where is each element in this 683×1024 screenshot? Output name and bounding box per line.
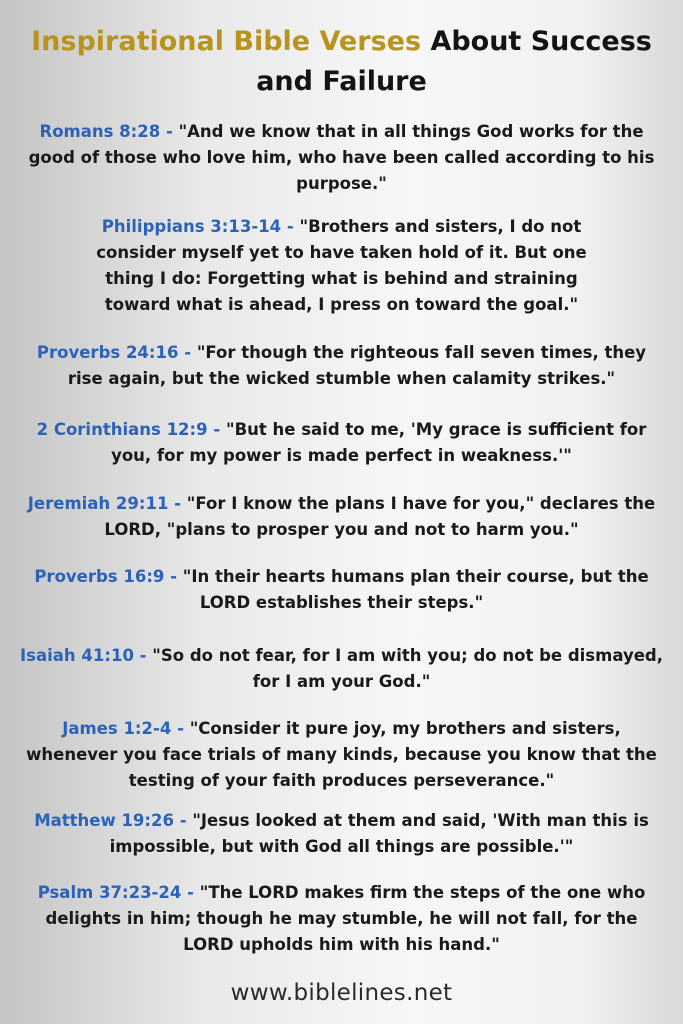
verse-proverbs-24 xyxy=(18,340,665,392)
verse-text: "Jesus looked at them and said, 'With man this is impossible, but with God all things are possible.'" xyxy=(109,811,649,856)
verse-ref: 2 Corinthians 12:9 - xyxy=(36,420,221,439)
verse-corinthians xyxy=(18,417,665,469)
verse-philippians xyxy=(18,214,665,318)
verse-text: "Brothers and sisters, I do not consider myself yet to have taken hold of it. But one thing I do: Forgetting what is behind and straining toward what is ahead, I press on toward the goal." xyxy=(96,217,587,314)
verse-ref: Isaiah 41:10 - xyxy=(20,646,147,665)
verse-ref: Proverbs 24:16 - xyxy=(36,343,192,362)
verse-text: "For though the righteous fall seven times, they rise again, but the wicked stumble when calamity strikes." xyxy=(67,343,647,388)
verse-ref: Matthew 19:26 - xyxy=(34,811,187,830)
verse-james xyxy=(18,716,665,794)
verse-ref: Proverbs 16:9 - xyxy=(34,567,178,586)
title-rest: About Success and Failure xyxy=(256,26,652,97)
verse-ref: Jeremiah 29:11 - xyxy=(27,494,182,513)
verse-ref: Psalm 37:23-24 - xyxy=(37,883,194,902)
verse-ref: Philippians 3:13-14 - xyxy=(101,217,294,236)
verse-romans xyxy=(18,119,665,197)
verse-ref: James 1:2-4 - xyxy=(62,719,184,738)
website-link[interactable]: www.biblelines.net xyxy=(230,980,453,1006)
verse-isaiah xyxy=(18,643,665,695)
verse-text: "For I know the plans I have for you," declares the LORD, "plans to prosper you and not to harm you." xyxy=(104,494,656,539)
verse-text: "But he said to me, 'My grace is sufficient for you, for my power is made perfect in weakness.'" xyxy=(111,420,647,465)
verse-jeremiah xyxy=(18,491,665,543)
title-accent: Inspirational Bible Verses xyxy=(31,26,422,57)
verse-matthew xyxy=(18,808,665,860)
page-title xyxy=(0,22,683,102)
verse-psalm xyxy=(18,880,665,958)
verse-text: "In their hearts humans plan their course, but the LORD establishes their steps." xyxy=(182,567,649,612)
verse-ref: Romans 8:28 - xyxy=(39,122,173,141)
verse-text: "Consider it pure joy, my brothers and sisters, whenever you face trials of many kinds, because you know that the testing of your faith produces perseverance." xyxy=(26,719,657,790)
verse-text: "So do not fear, for I am with you; do not be dismayed, for I am your God." xyxy=(152,646,663,691)
verse-proverbs-16 xyxy=(18,564,665,616)
verse-text: "The LORD makes firm the steps of the one who delights in him; though he may stumble, he will not fall, for the LORD upholds him with his hand." xyxy=(45,883,646,954)
verse-text: "And we know that in all things God works for the good of those who love him, who have been called according to his purpose." xyxy=(28,122,655,193)
